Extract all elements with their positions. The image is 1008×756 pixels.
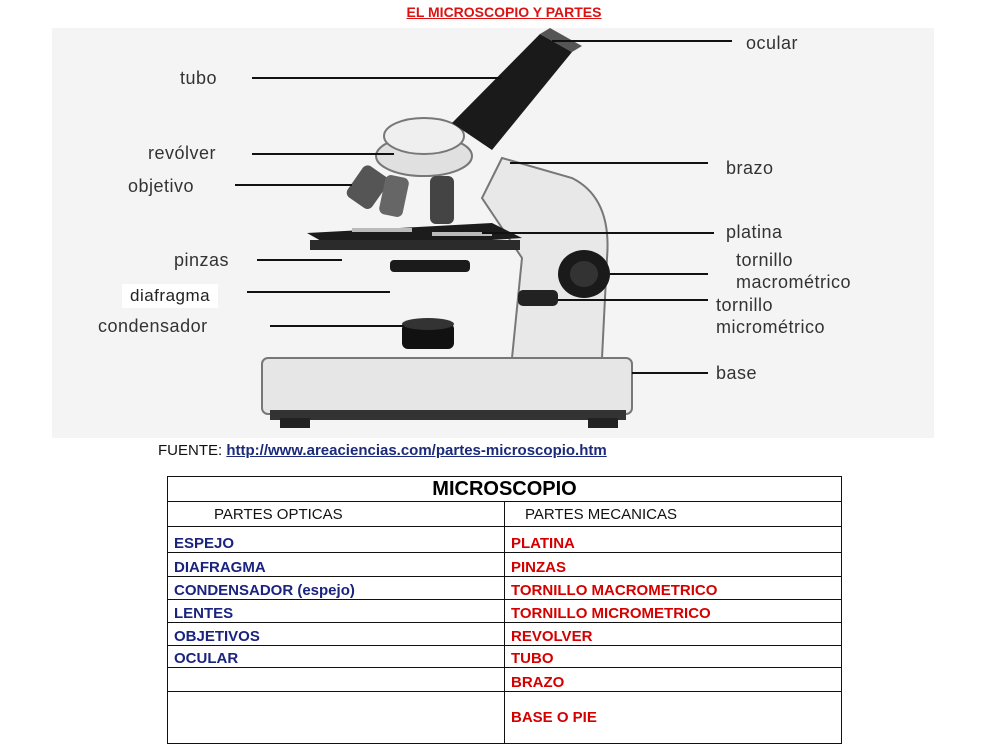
cell-optica: [168, 692, 505, 744]
table-row: [168, 600, 842, 623]
table-row: [168, 527, 842, 553]
table-row: [168, 646, 842, 668]
header-partes-opticas: PARTES OPTICAS: [168, 502, 505, 527]
cell-mecanica: BASE O PIE: [505, 692, 842, 744]
cell-mecanica: BRAZO: [505, 668, 842, 692]
source-line: [158, 442, 607, 459]
table-row: [168, 577, 842, 600]
parts-table: [167, 476, 842, 744]
cell-mecanica: PINZAS: [505, 553, 842, 577]
label-pinzas: pinzas: [174, 250, 230, 270]
source-prefix: FUENTE:: [158, 442, 227, 459]
table-row: [168, 553, 842, 577]
cell-optica: ESPEJO: [168, 527, 505, 553]
header-partes-mecanicas: PARTES MECANICAS: [505, 502, 842, 527]
page-title: EL MICROSCOPIO Y PARTES: [406, 4, 602, 20]
label-brazo: brazo: [726, 158, 774, 178]
label-base: base: [716, 363, 758, 383]
cell-optica: LENTES: [168, 600, 505, 623]
label-tornillo-macro-2: macrométrico: [736, 272, 852, 292]
microscope-illustration: [52, 28, 934, 438]
label-platina: platina: [726, 222, 783, 242]
cell-optica: CONDENSADOR (espejo): [168, 577, 505, 600]
table-row: [168, 668, 842, 692]
cell-optica: OBJETIVOS: [168, 623, 505, 646]
microscope-figure: [52, 28, 934, 438]
source-link[interactable]: http://www.areaciencias.com/partes-microscopio.htm: [226, 442, 607, 459]
label-tornillo-macro-1: tornillo: [736, 250, 794, 270]
label-tubo: tubo: [180, 68, 218, 88]
cell-optica: DIAFRAGMA: [168, 553, 505, 577]
label-revolver: revólver: [148, 143, 217, 163]
label-ocular: ocular: [746, 33, 799, 53]
table-title: MICROSCOPIO: [168, 477, 842, 502]
label-objetivo: objetivo: [128, 176, 195, 196]
label-diafragma: diafragma: [122, 284, 218, 308]
cell-mecanica: REVOLVER: [505, 623, 842, 646]
table-row: [168, 623, 842, 646]
cell-optica: [168, 668, 505, 692]
cell-mecanica: TUBO: [505, 646, 842, 668]
label-condensador: condensador: [98, 316, 208, 336]
cell-mecanica: PLATINA: [505, 527, 842, 553]
table-row: [168, 692, 842, 744]
label-tornillo-micro-2: micrométrico: [716, 317, 826, 337]
label-tornillo-micro-1: tornillo: [716, 295, 774, 315]
cell-mecanica: TORNILLO MACROMETRICO: [505, 577, 842, 600]
cell-optica: OCULAR: [168, 646, 505, 668]
cell-mecanica: TORNILLO MICROMETRICO: [505, 600, 842, 623]
